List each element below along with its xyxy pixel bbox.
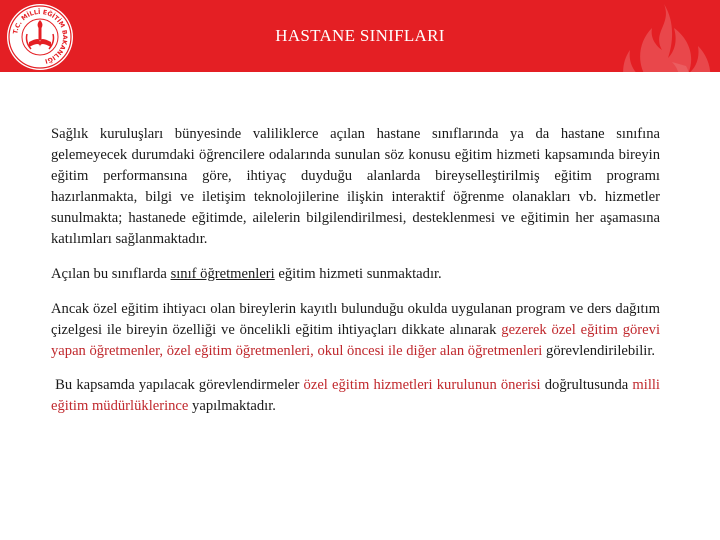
paragraph-4 bbox=[51, 375, 660, 417]
logo-ring-text: T.C. MİLLÎ EĞİTİM BAKANLIĞI bbox=[12, 8, 69, 65]
p2-text-start: Açılan bu sınıflarda bbox=[51, 266, 171, 282]
p4-text-part-1: Bu kapsamda yapılacak görevlendirmeler bbox=[51, 377, 304, 393]
p3-text-start: Ancak özel eğitim ihtiyacı olan bireylerin kayıtlı bulunduğu okulda uygulanan program ve ders dağıtım çizelgesi ile bireyin özelliği ve öncelikli eğitim ihtiyaçları dikkate alınarak bbox=[51, 301, 660, 338]
p4-highlighted-text-1: özel eğitim hizmetleri kurulunun önerisi bbox=[303, 377, 541, 393]
p4-highlighted-text-2: milli eğitim müdürlüklerince bbox=[51, 377, 660, 414]
flame-watermark-icon bbox=[612, 2, 720, 114]
document-body bbox=[51, 124, 660, 417]
p4-text-part-2: doğrultusunda bbox=[540, 377, 633, 393]
p4-text-part-3: yapılmaktadır. bbox=[188, 398, 276, 414]
header-bar bbox=[0, 0, 720, 72]
p3-highlighted-text: gezerek özel eğitim görevi yapan öğretmenler, özel eğitim öğretmenleri, okul öncesi ile diğer alan öğretmenleri bbox=[51, 322, 660, 359]
paragraph-2 bbox=[51, 264, 660, 285]
p2-text-end: eğitim hizmeti sunmaktadır. bbox=[274, 266, 442, 282]
p2-underlined-text: sınıf öğretmenleri bbox=[170, 266, 275, 282]
paragraph-1: Sağlık kuruluşları bünyesinde valiliklerce açılan hastane sınıflarında ya da hastane sınıfına gelemeyecek durumdaki öğrencilere odalarında sunulan söz konusu eğitim hizmeti kapsamında bireyin eğitim performansına göre, ihtiyaç duyduğu alanlarda bireyselleştirilmiş eğitim programı hazırlanmakta, bilgi ve iletişim teknolojilerine ilişkin interaktif öğrenme olanakları vb. hizmetler sunulmakta; hastanede eğitimde, ailelerin bilgilendirilmesi, desteklenmesi ve eğitimin her aşamasına katılımları sağlanmaktadır. bbox=[51, 126, 660, 247]
page-title: HASTANE SINIFLARI bbox=[275, 26, 445, 45]
paragraph-3 bbox=[51, 299, 660, 362]
p3-text-end: görevlendirilebilir. bbox=[542, 343, 656, 359]
